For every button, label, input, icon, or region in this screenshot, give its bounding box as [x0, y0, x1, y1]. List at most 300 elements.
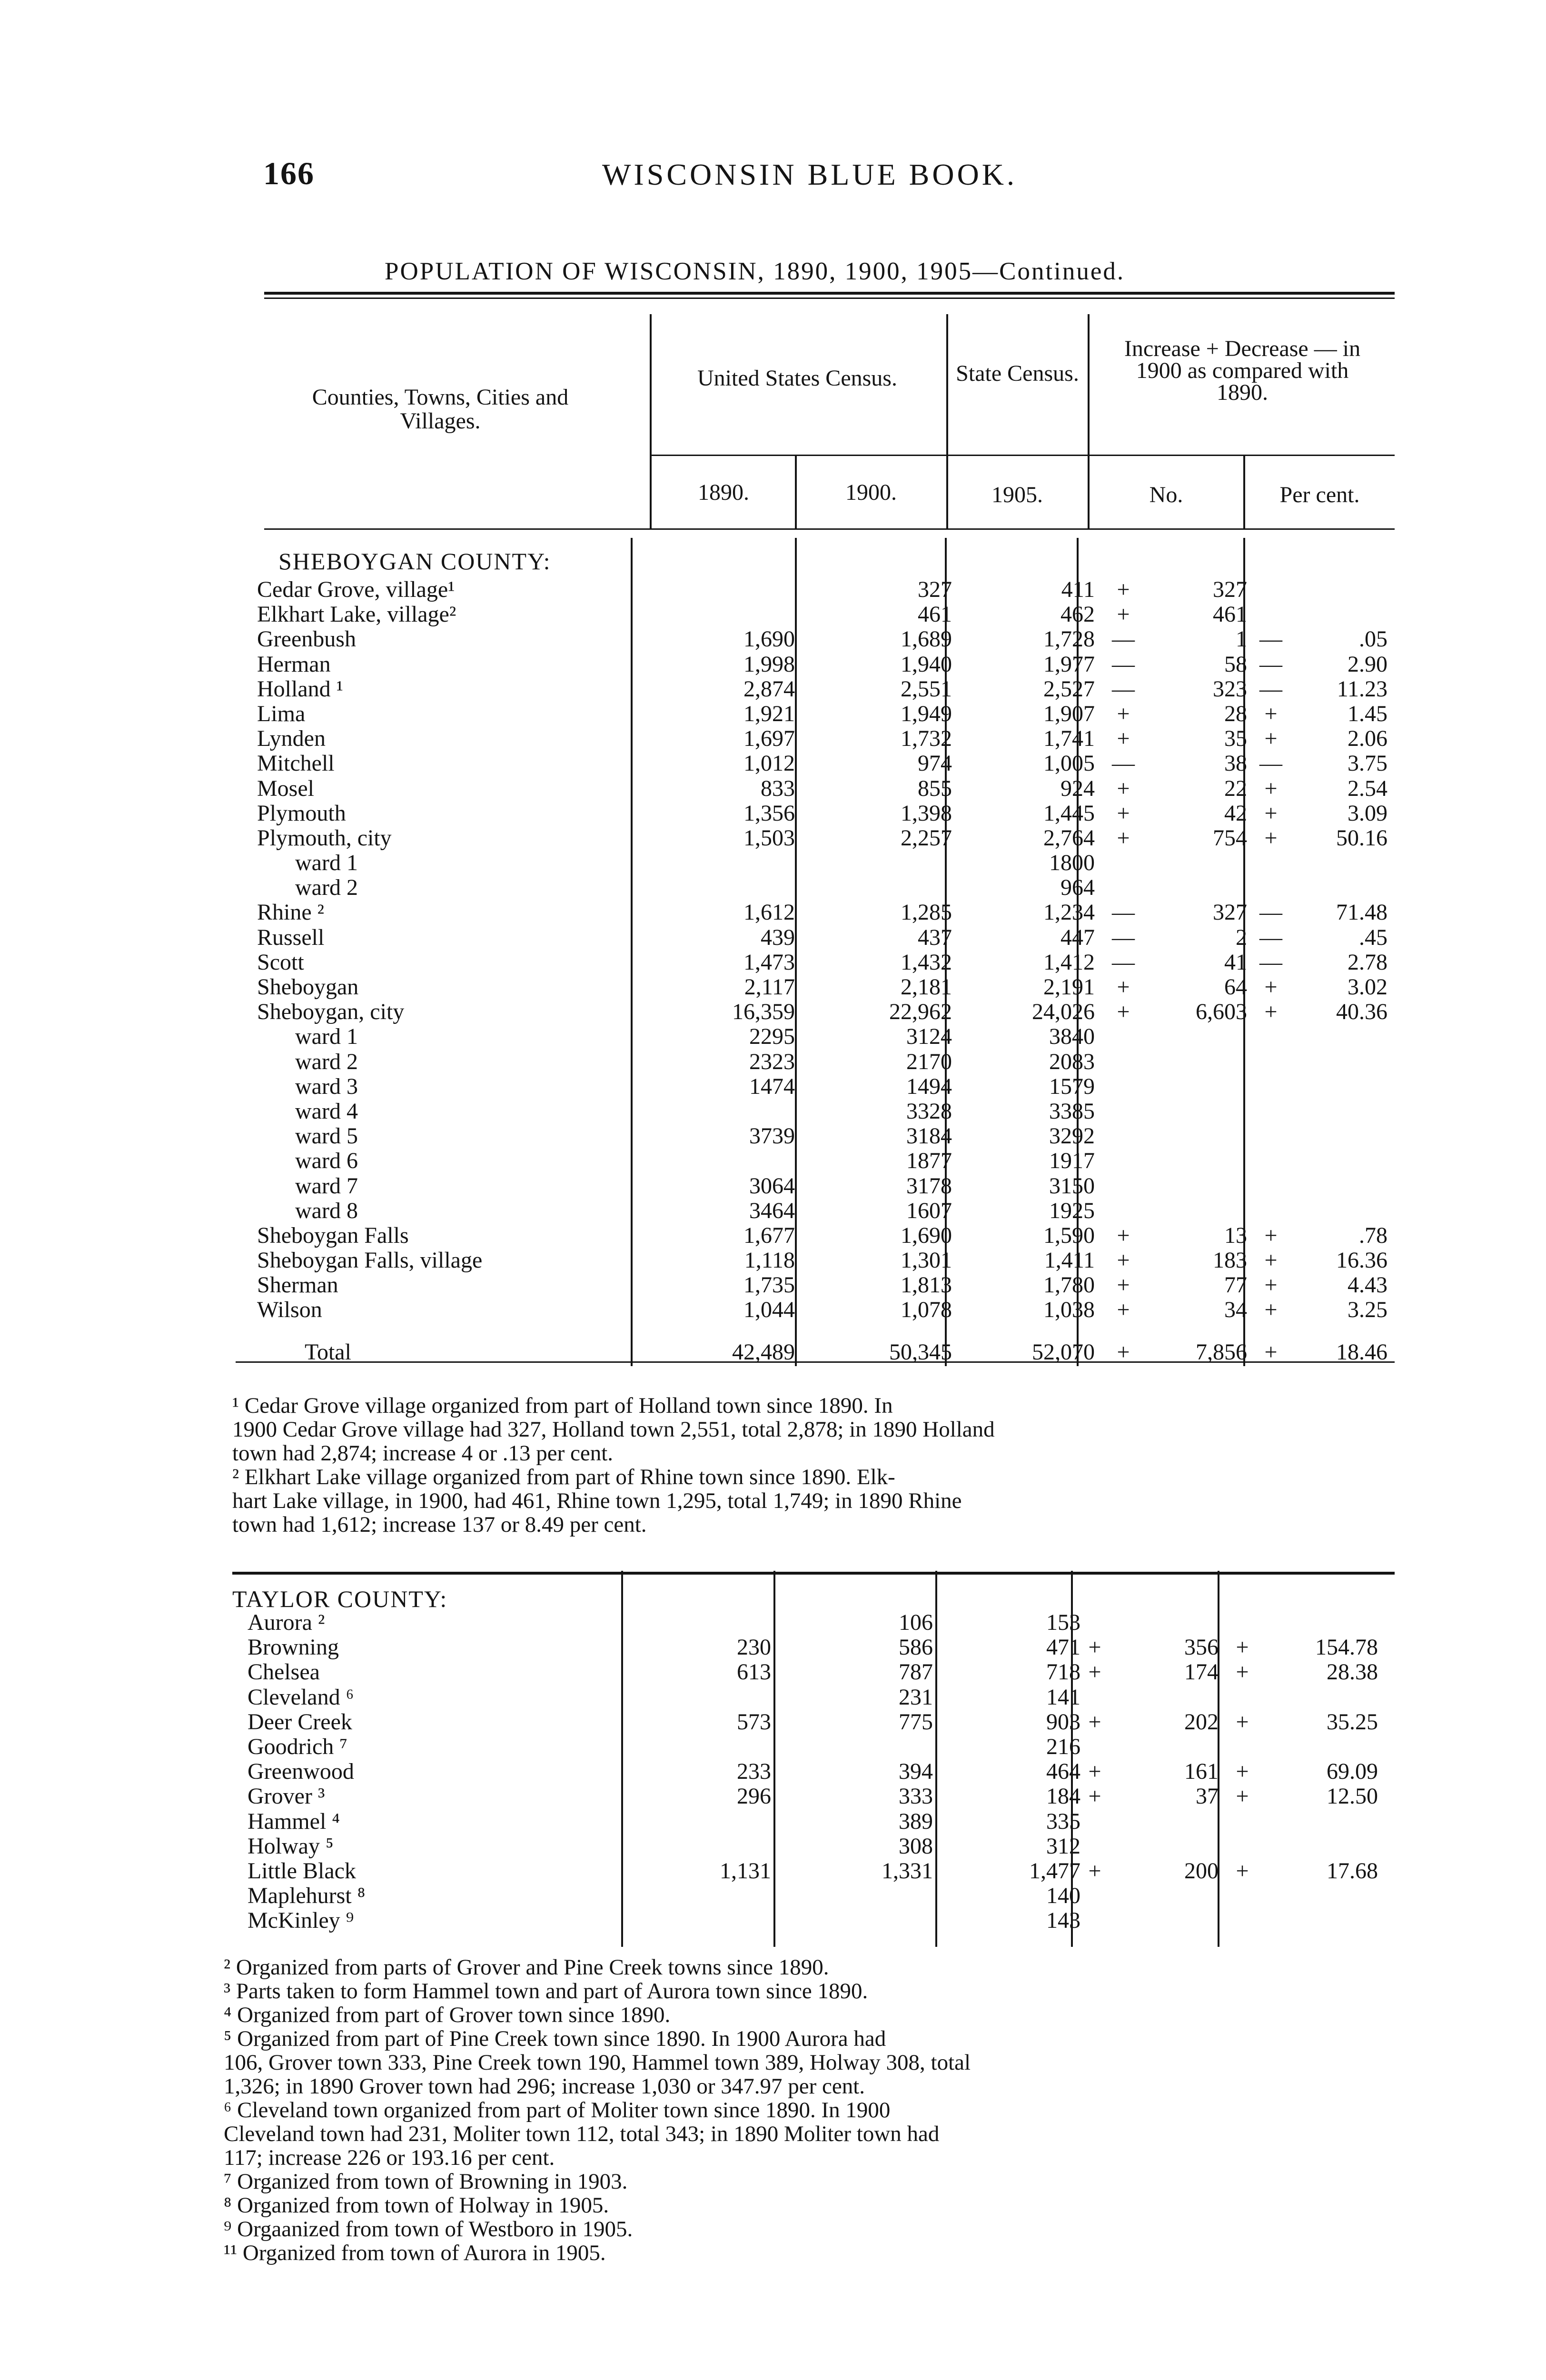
census-1905: 184 — [1046, 1784, 1080, 1809]
change-percent: 12.50 — [1327, 1784, 1378, 1809]
census-1890: 3064 — [749, 1173, 795, 1199]
census-1890: 1,131 — [720, 1858, 771, 1884]
census-1900: 1,398 — [901, 800, 952, 826]
census-1890: 573 — [737, 1709, 771, 1735]
table-row — [257, 602, 1395, 627]
table-row — [257, 776, 1395, 801]
row-name: Sheboygan — [257, 974, 359, 1000]
change-number: 28 — [1224, 701, 1247, 726]
census-1890: 230 — [737, 1635, 771, 1660]
percent-sign: — — [1259, 651, 1282, 677]
change-number: 2 — [1236, 924, 1247, 950]
footnote-line: town had 2,874; increase 4 or .13 per cent. — [232, 1441, 614, 1466]
row-name: Sheboygan Falls — [257, 1222, 409, 1248]
row-name: ward 3 — [295, 1073, 358, 1099]
census-1905: 1,412 — [1043, 949, 1095, 975]
percent-sign: — — [1259, 924, 1282, 950]
change-sign: + — [1117, 974, 1130, 1000]
change-number: 461 — [1213, 602, 1247, 627]
percent-sign: + — [1236, 1659, 1249, 1685]
table-row — [248, 1759, 1395, 1784]
percent-sign: + — [1264, 1222, 1278, 1248]
header-increase: Increase + Decrease — in 1900 as compared with 1890. — [1124, 336, 1361, 405]
census-1890: 2323 — [749, 1049, 795, 1074]
table-row — [248, 1834, 1395, 1859]
census-1905: 2083 — [1049, 1049, 1095, 1074]
census-1900: 855 — [918, 775, 952, 801]
table-row — [257, 702, 1395, 726]
change-number: 7,856 — [1196, 1339, 1247, 1365]
census-1900: 2,257 — [901, 825, 952, 851]
change-sign: + — [1117, 1339, 1130, 1365]
census-1890: 2295 — [749, 1024, 795, 1050]
row-name: Hammel ⁴ — [248, 1808, 340, 1834]
census-1890: 1,735 — [743, 1272, 795, 1298]
census-1900: 461 — [918, 602, 952, 627]
table-row — [257, 726, 1395, 751]
change-percent: 2.90 — [1348, 651, 1387, 677]
table-row — [257, 801, 1395, 826]
census-1900: 394 — [899, 1759, 933, 1785]
percent-sign: + — [1264, 1248, 1278, 1273]
row-name: ward 6 — [295, 1148, 358, 1174]
census-1890: 1,044 — [743, 1297, 795, 1323]
change-sign: + — [1117, 1248, 1130, 1273]
sheboygan-county-heading: SHEBOYGAN COUNTY: — [278, 548, 551, 575]
change-percent: .05 — [1359, 626, 1387, 652]
row-name: Holway ⁵ — [248, 1833, 334, 1859]
census-1890: 613 — [737, 1659, 771, 1685]
table-row — [257, 1124, 1395, 1149]
census-1890: 296 — [737, 1784, 771, 1809]
row-name: Mosel — [257, 775, 314, 801]
census-1905: 903 — [1046, 1709, 1080, 1735]
change-sign: — — [1112, 924, 1135, 950]
row-name: Greenbush — [257, 626, 356, 652]
census-1900: 308 — [899, 1833, 933, 1859]
table-row — [257, 851, 1395, 875]
census-1890: 1,118 — [744, 1248, 795, 1273]
change-number: 161 — [1184, 1759, 1219, 1785]
row-name: Grover ³ — [248, 1784, 325, 1809]
change-percent: 3.02 — [1348, 974, 1387, 1000]
percent-sign: + — [1264, 1339, 1278, 1365]
row-name: ward 2 — [295, 1049, 358, 1074]
footnote-line: ² Elkhart Lake village organized from part of Rhine town since 1890. Elk- — [232, 1465, 895, 1489]
census-1900: 1,301 — [901, 1248, 952, 1273]
census-1900: 389 — [899, 1808, 933, 1834]
census-1890: 1,356 — [743, 800, 795, 826]
census-1905: 1,445 — [1043, 800, 1095, 826]
change-number: 22 — [1224, 775, 1247, 801]
census-1900: 1,813 — [901, 1272, 952, 1298]
footnote-line: 1,326; in 1890 Grover town had 296; increase 1,030 or 347.97 per cent. — [224, 2074, 865, 2099]
table-row — [257, 577, 1395, 602]
census-1905: 141 — [1046, 1684, 1080, 1710]
table-row — [257, 1149, 1395, 1173]
percent-sign: + — [1264, 701, 1278, 726]
row-name: Aurora ² — [248, 1610, 325, 1635]
census-1900: 2170 — [906, 1049, 952, 1074]
row-name: ward 5 — [295, 1123, 358, 1149]
census-1905: 1,234 — [1043, 900, 1095, 925]
census-1900: 787 — [899, 1659, 933, 1685]
percent-sign: + — [1264, 1272, 1278, 1298]
change-percent: 3.25 — [1348, 1297, 1387, 1323]
header-vrule-5 — [1243, 455, 1245, 528]
census-1905: 24,026 — [1032, 999, 1095, 1025]
change-number: 356 — [1184, 1635, 1219, 1660]
census-1905: 312 — [1046, 1833, 1080, 1859]
change-sign: + — [1117, 775, 1130, 801]
census-1905: 2,191 — [1043, 974, 1095, 1000]
table-row — [257, 1340, 1395, 1365]
percent-sign: + — [1236, 1759, 1249, 1785]
change-percent: .45 — [1359, 924, 1387, 950]
table-row — [248, 1809, 1395, 1834]
census-1905: 216 — [1046, 1734, 1080, 1759]
change-number: 174 — [1184, 1659, 1219, 1685]
footnote-line: hart Lake village, in 1900, had 461, Rhine town 1,295, total 1,749; in 1890 Rhine — [232, 1488, 962, 1513]
table-row — [257, 1074, 1395, 1099]
census-1900: 1,078 — [901, 1297, 952, 1323]
header-bottom-rule — [264, 528, 1395, 530]
change-percent: 28.38 — [1327, 1659, 1378, 1685]
table-row — [257, 925, 1395, 950]
table-row — [257, 1000, 1395, 1024]
percent-sign: + — [1264, 1297, 1278, 1323]
row-name: Scott — [257, 949, 304, 975]
header-us-census: United States Census. — [697, 366, 897, 391]
change-sign: + — [1117, 577, 1130, 602]
footnote-line: 106, Grover town 333, Pine Creek town 190, Hammel town 389, Holway 308, total — [224, 2050, 971, 2075]
census-1890: 1,473 — [743, 949, 795, 975]
change-percent: 3.09 — [1348, 800, 1387, 826]
census-1905: 447 — [1060, 924, 1095, 950]
census-1890: 233 — [737, 1759, 771, 1785]
footnote-line: ⁵ Organized from part of Pine Creek town since 1890. In 1900 Aurora had — [224, 2026, 886, 2051]
change-percent: 16.36 — [1336, 1248, 1387, 1273]
subheader-rule — [650, 455, 1395, 456]
census-1900: 775 — [899, 1709, 933, 1735]
footnote-line: ⁹ Orgaanized from town of Westboro in 1905. — [224, 2217, 633, 2241]
census-1900: 50,345 — [889, 1339, 952, 1365]
census-1900: 2,181 — [901, 974, 952, 1000]
change-percent: 2.06 — [1348, 726, 1387, 752]
census-1890: 1,921 — [743, 701, 795, 726]
change-number: 327 — [1213, 577, 1247, 602]
census-1900: 22,962 — [889, 999, 952, 1025]
percent-sign: — — [1259, 900, 1282, 925]
census-1905: 335 — [1046, 1808, 1080, 1834]
table-row — [257, 950, 1395, 975]
change-sign: — — [1112, 626, 1135, 652]
header-no: No. — [1149, 482, 1183, 507]
census-1900: 1,285 — [901, 900, 952, 925]
census-1900: 1,732 — [901, 726, 952, 752]
census-1905: 2,764 — [1043, 825, 1095, 851]
change-percent: 35.25 — [1327, 1709, 1378, 1735]
census-1900: 1,432 — [901, 949, 952, 975]
change-sign: + — [1117, 602, 1130, 627]
census-1900: 327 — [918, 577, 952, 602]
table-row — [257, 1099, 1395, 1124]
footnote-line: ⁷ Organized from town of Browning in 1903. — [224, 2169, 628, 2194]
taylor-county-heading: TAYLOR COUNTY: — [232, 1586, 448, 1612]
table-row — [257, 1050, 1395, 1074]
census-1900: 1607 — [906, 1198, 952, 1223]
header-vrule-1 — [650, 314, 652, 528]
row-name: ward 8 — [295, 1198, 358, 1223]
change-sign: — — [1112, 900, 1135, 925]
change-sign: + — [1117, 825, 1130, 851]
row-name: Sherman — [257, 1272, 338, 1298]
table-row — [257, 1174, 1395, 1199]
table-row — [248, 1735, 1395, 1759]
table-row — [257, 1273, 1395, 1298]
change-number: 323 — [1213, 676, 1247, 702]
census-1890: 1,612 — [743, 900, 795, 925]
census-1890: 1,503 — [743, 825, 795, 851]
change-number: 35 — [1224, 726, 1247, 752]
change-percent: 17.68 — [1327, 1858, 1378, 1884]
change-sign: — — [1112, 751, 1135, 776]
row-name: Cedar Grove, village¹ — [257, 577, 455, 602]
census-1905: 2,527 — [1043, 676, 1095, 702]
row-name: ward 1 — [295, 850, 358, 876]
change-number: 37 — [1196, 1784, 1219, 1809]
census-1900: 106 — [899, 1610, 933, 1635]
census-1905: 1,741 — [1043, 726, 1095, 752]
percent-sign: + — [1236, 1709, 1249, 1735]
census-1900: 3178 — [906, 1173, 952, 1199]
sheboygan-footnotes — [232, 1394, 995, 1537]
change-sign: + — [1088, 1858, 1101, 1884]
taylor-footnotes — [224, 1955, 971, 2265]
census-1905: 1,977 — [1043, 651, 1095, 677]
census-1905: 143 — [1046, 1908, 1080, 1934]
change-number: 1 — [1236, 626, 1247, 652]
census-1905: 964 — [1060, 875, 1095, 901]
census-1890: 2,874 — [743, 676, 795, 702]
change-percent: 1.45 — [1348, 701, 1387, 726]
census-1890: 1474 — [749, 1073, 795, 1099]
change-sign: + — [1117, 1297, 1130, 1323]
change-percent: 50.16 — [1336, 825, 1387, 851]
change-number: 64 — [1224, 974, 1247, 1000]
change-sign: + — [1088, 1709, 1101, 1735]
percent-sign: — — [1259, 751, 1282, 776]
percent-sign: — — [1259, 676, 1282, 702]
census-1890: 3464 — [749, 1198, 795, 1223]
change-number: 202 — [1184, 1709, 1219, 1735]
footnote-line: Cleveland town had 231, Moliter town 112, total 343; in 1890 Moliter town had — [224, 2122, 940, 2146]
change-sign: — — [1112, 676, 1135, 702]
census-1905: 1925 — [1049, 1198, 1095, 1223]
census-1905: 471 — [1046, 1635, 1080, 1660]
percent-sign: + — [1264, 726, 1278, 752]
census-1905: 464 — [1046, 1759, 1080, 1785]
table-row — [248, 1710, 1395, 1735]
footnote-line: 117; increase 226 or 193.16 per cent. — [224, 2145, 555, 2170]
census-1900: 2,551 — [901, 676, 952, 702]
header-top-rule-2 — [264, 298, 1395, 299]
sheboygan-total-row — [257, 1340, 1395, 1365]
header-per-cent: Per cent. — [1279, 482, 1360, 507]
census-1900: 1877 — [906, 1148, 952, 1174]
table-row — [248, 1908, 1395, 1933]
census-1890: 1,690 — [743, 626, 795, 652]
change-number: 42 — [1224, 800, 1247, 826]
change-number: 183 — [1213, 1248, 1247, 1273]
row-name: Chelsea — [248, 1659, 320, 1685]
change-sign: — — [1112, 949, 1135, 975]
census-1905: 140 — [1046, 1883, 1080, 1909]
percent-sign: + — [1236, 1635, 1249, 1660]
census-1890: 1,677 — [743, 1222, 795, 1248]
census-1900: 1494 — [906, 1073, 952, 1099]
census-1905: 1,728 — [1043, 626, 1095, 652]
census-1900: 3184 — [906, 1123, 952, 1149]
row-name: Browning — [248, 1635, 339, 1660]
change-sign: — — [1112, 651, 1135, 677]
change-sign: + — [1088, 1784, 1101, 1809]
table-row — [248, 1635, 1395, 1660]
row-name: Wilson — [257, 1297, 322, 1323]
row-name: ward 4 — [295, 1098, 358, 1124]
percent-sign: — — [1259, 626, 1282, 652]
footnote-line: town had 1,612; increase 137 or 8.49 per cent. — [232, 1512, 647, 1537]
table-row — [257, 1248, 1395, 1273]
row-name: ward 1 — [295, 1024, 358, 1050]
table-row — [257, 1298, 1395, 1322]
census-1890: 1,998 — [743, 651, 795, 677]
percent-sign: + — [1236, 1784, 1249, 1809]
census-1890: 833 — [761, 775, 795, 801]
census-1890: 16,359 — [732, 999, 795, 1025]
table-row — [248, 1884, 1395, 1908]
census-1890: 1,012 — [743, 751, 795, 776]
percent-sign: + — [1264, 775, 1278, 801]
change-sign: + — [1117, 800, 1130, 826]
census-1905: 1,780 — [1043, 1272, 1095, 1298]
change-sign: + — [1117, 999, 1130, 1025]
change-number: 200 — [1184, 1858, 1219, 1884]
census-1900: 1,331 — [882, 1858, 933, 1884]
change-percent: 71.48 — [1336, 900, 1387, 925]
change-number: 327 — [1213, 900, 1247, 925]
census-1905: 462 — [1060, 602, 1095, 627]
change-percent: 4.43 — [1348, 1272, 1387, 1298]
percent-sign: + — [1264, 974, 1278, 1000]
table-row — [257, 1199, 1395, 1223]
row-name: McKinley ⁹ — [248, 1908, 354, 1934]
census-1900: 1,949 — [901, 701, 952, 726]
change-sign: + — [1117, 726, 1130, 752]
footnote-line: ⁶ Cleveland town organized from part of Moliter town since 1890. In 1900 — [224, 2098, 891, 2122]
change-percent: 2.78 — [1348, 949, 1387, 975]
change-number: 58 — [1224, 651, 1247, 677]
census-1890: 3739 — [749, 1123, 795, 1149]
header-1905: 1905. — [991, 482, 1043, 507]
change-sign: + — [1088, 1635, 1101, 1660]
table-row — [248, 1610, 1395, 1635]
header-1900: 1900. — [845, 480, 897, 505]
change-number: 13 — [1224, 1222, 1247, 1248]
census-1905: 3840 — [1049, 1024, 1095, 1050]
change-number: 38 — [1224, 751, 1247, 776]
census-1905: 52,070 — [1032, 1339, 1095, 1365]
percent-sign: + — [1264, 825, 1278, 851]
row-name: Total — [305, 1339, 351, 1365]
census-1900: 974 — [918, 751, 952, 776]
census-1905: 3150 — [1049, 1173, 1095, 1199]
row-name: ward 7 — [295, 1173, 358, 1199]
change-sign: + — [1117, 701, 1130, 726]
header-vrule-2 — [795, 455, 797, 528]
change-number: 754 — [1213, 825, 1247, 851]
percent-sign: + — [1264, 800, 1278, 826]
row-name: Lynden — [257, 726, 326, 752]
change-sign: + — [1088, 1759, 1101, 1785]
change-sign: + — [1088, 1659, 1101, 1685]
census-1900: 437 — [918, 924, 952, 950]
census-1905: 153 — [1046, 1610, 1080, 1635]
row-name: Cleveland ⁶ — [248, 1684, 354, 1710]
page-number: 166 — [263, 155, 315, 191]
row-name: Maplehurst ⁸ — [248, 1883, 366, 1909]
census-1905: 1579 — [1049, 1073, 1095, 1099]
census-1900: 3328 — [906, 1098, 952, 1124]
footnote-line: 1900 Cedar Grove village had 327, Holland town 2,551, total 2,878; in 1890 Holland — [232, 1417, 995, 1442]
table-row — [257, 1024, 1395, 1049]
census-1900: 231 — [899, 1684, 933, 1710]
census-1905: 1,005 — [1043, 751, 1095, 776]
footnote-line: ¹¹ Organized from town of Aurora in 1905. — [224, 2241, 606, 2265]
row-name: Greenwood — [248, 1759, 354, 1785]
percent-sign: + — [1264, 999, 1278, 1025]
header-top-rule — [264, 292, 1395, 295]
census-1905: 1800 — [1049, 850, 1095, 876]
census-1905: 1,038 — [1043, 1297, 1095, 1323]
row-name: Rhine ² — [257, 900, 325, 925]
change-number: 6,603 — [1196, 999, 1247, 1025]
row-name: Sheboygan, city — [257, 999, 405, 1025]
percent-sign: — — [1259, 949, 1282, 975]
row-name: Elkhart Lake, village² — [257, 602, 456, 627]
row-name: Plymouth — [257, 800, 346, 826]
census-1905: 1,411 — [1044, 1248, 1095, 1273]
row-name: Sheboygan Falls, village — [257, 1248, 483, 1273]
census-1905: 1,477 — [1029, 1858, 1080, 1884]
census-1890: 1,697 — [743, 726, 795, 752]
table-title: POPULATION OF WISCONSIN, 1890, 1900, 1905—Continued. — [385, 258, 1125, 285]
percent-sign: + — [1236, 1858, 1249, 1884]
footnote-line: ⁴ Organized from part of Grover town since 1890. — [224, 2003, 671, 2027]
census-1905: 924 — [1060, 775, 1095, 801]
census-1900: 586 — [899, 1635, 933, 1660]
change-percent: 154.78 — [1315, 1635, 1378, 1660]
row-name: ward 2 — [295, 875, 358, 901]
census-1890: 42,489 — [732, 1339, 795, 1365]
table-row — [257, 900, 1395, 925]
change-percent: 69.09 — [1327, 1759, 1378, 1785]
table-row — [257, 1223, 1395, 1248]
table-row — [248, 1859, 1395, 1884]
census-1900: 333 — [899, 1784, 933, 1809]
census-1905: 1,907 — [1043, 701, 1095, 726]
header-1890: 1890. — [698, 480, 749, 505]
